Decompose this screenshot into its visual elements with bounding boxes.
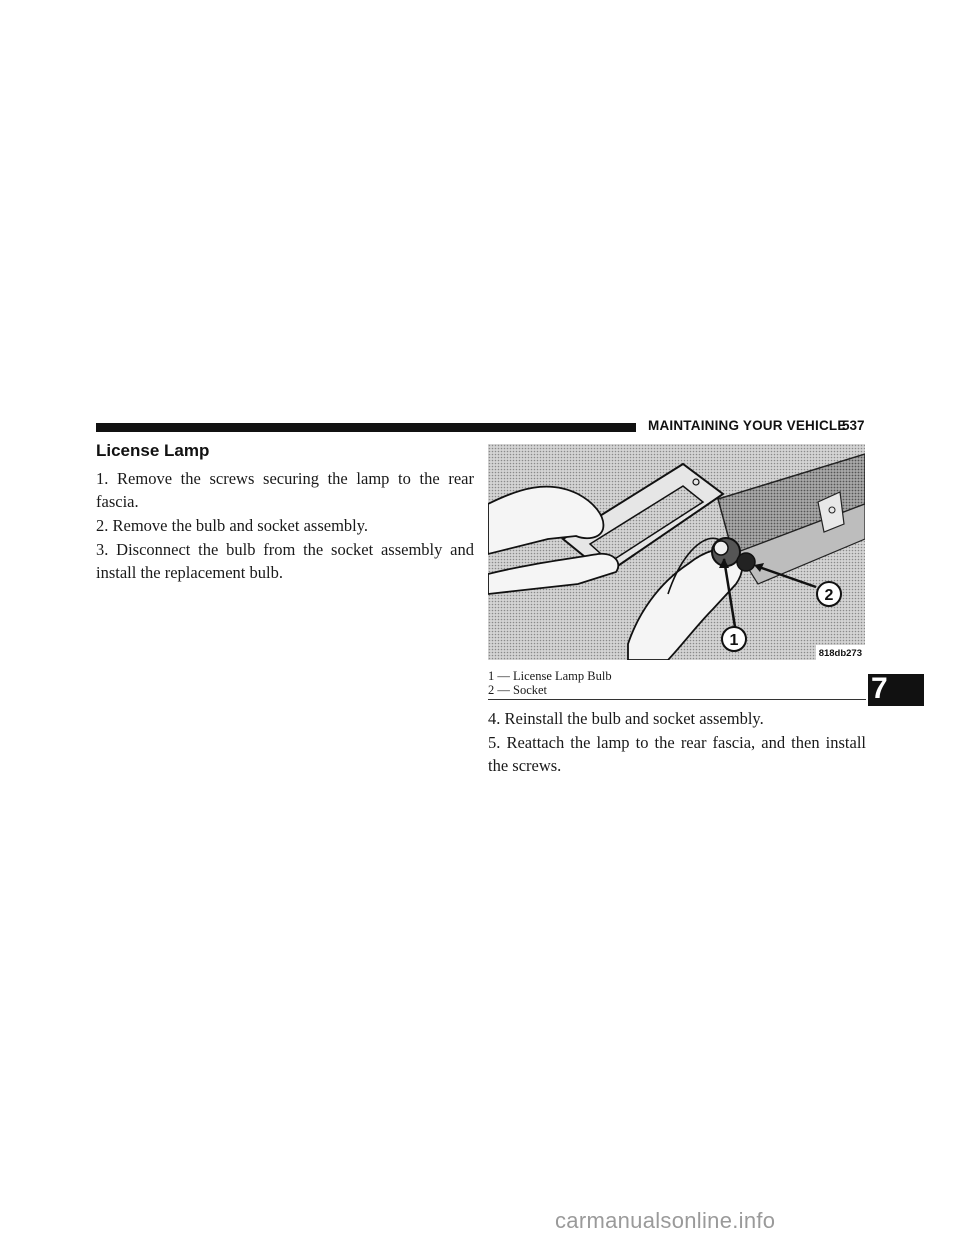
figure-caption-1: 1 — License Lamp Bulb: [488, 669, 612, 683]
running-header-title: MAINTAINING YOUR VEHICLE: [648, 418, 847, 433]
step-4: 4. Reinstall the bulb and socket assembly.: [488, 709, 764, 728]
watermark: carmanualsonline.info: [555, 1208, 776, 1233]
callout-1-label: 1: [729, 632, 739, 649]
step-2: 2. Remove the bulb and socket assembly.: [96, 516, 369, 535]
figure-caption-2: 2 — Socket: [488, 683, 548, 697]
caption-rule: [488, 699, 866, 700]
step-1: 1. Remove the screws securing the lamp to the rear fascia.: [96, 469, 474, 511]
license-lamp-illustration: [488, 444, 865, 660]
callout-2-label: 2: [824, 587, 834, 604]
step-3: 3. Disconnect the bulb from the socket assembly and install the replacement bulb.: [96, 540, 474, 582]
header-rule: [96, 423, 636, 432]
chapter-number: 7: [871, 672, 888, 705]
step-5: 5. Reattach the lamp to the rear fascia, and then install the screws.: [488, 733, 866, 775]
image-code: 818db273: [818, 648, 862, 659]
section-heading: License Lamp: [96, 441, 210, 460]
page-number: 537: [842, 418, 865, 433]
